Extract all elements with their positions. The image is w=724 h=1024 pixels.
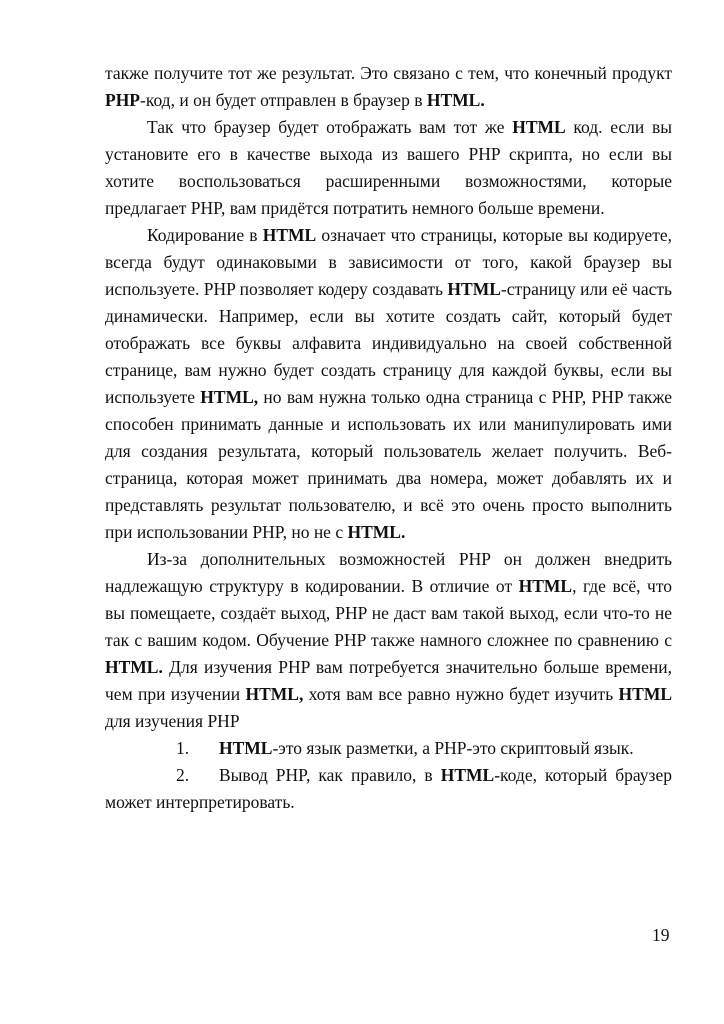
text-run: -страницу или её часть динамически. Например, если вы хотите создать сайт, который будет отображать все буквы алфавита индивидуально на своей собственной странице, вам нужно будет создать страницу для каждой буквы, если вы используете: [105, 279, 672, 407]
text-run: Так что браузер будет отображать вам тот же: [147, 117, 513, 137]
bold-term: HTML: [512, 117, 566, 137]
text-run: означает что страницы, которые вы кодируете, всегда будут одинаковыми в зависимости от того, какой браузер вы используете. PHP позволяет кодеру создавать: [105, 225, 672, 299]
paragraph: [105, 60, 672, 114]
text-run: код. если вы установите его в качестве выхода из вашего PHP скрипта, но если вы хотите воспользоваться расширенными возможностями, которые предлагает PHP, вам придётся потратить немного больше времени.: [105, 117, 672, 218]
bold-term: PHP: [105, 90, 140, 110]
text-run: -коде, который браузер может интерпретировать.: [105, 765, 672, 812]
bold-term: HTML,: [200, 387, 259, 407]
text-run: Вывод PHP, как правило, в: [219, 765, 441, 785]
paragraph: [105, 546, 672, 735]
bold-term: HTML.: [105, 657, 163, 677]
bold-term: HTML: [618, 684, 673, 704]
bold-term: HTML: [440, 765, 495, 785]
text-run: Из-за дополнительных возможностей PHP он должен внедрить надлежащую структуру в кодировании. В отличие от: [105, 549, 672, 596]
text-run: для изучения PHP: [105, 711, 240, 731]
list-item: [105, 762, 672, 816]
page-body: [105, 60, 672, 816]
bold-term: HTML,: [245, 684, 304, 704]
list-item: [105, 735, 672, 762]
text-run: -код, и он будет отправлен в браузер в: [140, 90, 427, 110]
list-number: 1.: [176, 738, 190, 758]
text-run: , где всё, что вы помещаете, создаёт выход, PHP не даст вам такой выход, если что-то не так с вашим кодом. Обучение PHP также намного сложнее по сравнению с: [105, 576, 672, 650]
text-run: также получите тот же результат. Это связано с тем, что конечный продукт: [105, 63, 672, 83]
bold-term: HTML: [518, 576, 573, 596]
bold-term: HTML.: [347, 522, 406, 542]
bold-term: HTML: [219, 738, 273, 758]
text-run: Для изучения PHP вам потребуется значительно больше времени, чем при изучении: [105, 657, 672, 704]
paragraph: [105, 114, 672, 222]
text-run: -это язык разметки, а PHP-это скриптовый язык.: [272, 738, 634, 758]
bold-term: HTML: [262, 225, 317, 245]
page-number: 19: [652, 925, 670, 945]
text-run: хотя вам все равно нужно будет изучить: [303, 684, 619, 704]
paragraph: [105, 222, 672, 546]
list-number: 2.: [176, 765, 190, 785]
bold-term: HTML.: [426, 90, 485, 110]
text-run: Кодирование в: [147, 225, 263, 245]
bold-term: HTML: [447, 279, 501, 299]
list-item-text: [219, 738, 634, 758]
text-run: но вам нужна только одна страница с PHP, PHP также способен принимать данные и использовать их или манипулировать ими для создания результата, который пользователь желает получить. Веб-страница, которая может принимать два номера, может добавлять их и представлять результат пользователю, и всё это очень просто выполнить при использовании PHP, но не с: [105, 387, 673, 542]
